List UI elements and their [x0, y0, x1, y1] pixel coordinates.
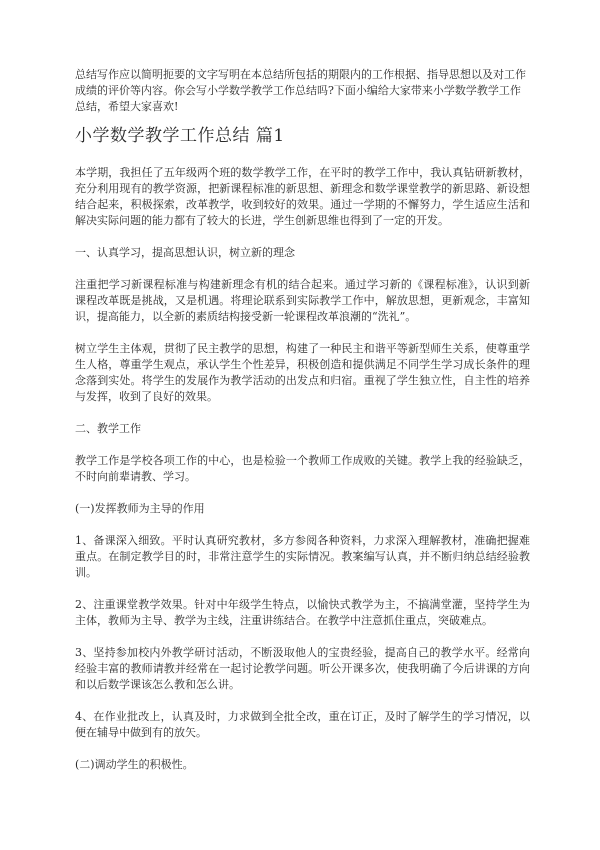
paragraph-teaching-work: 教学工作是学校各项工作的中心，也是检验一个教师工作成败的关键。教学上我的经验缺乏，不时向前辈请教、学习。 — [75, 454, 530, 483]
paragraph-overview: 本学期，我担任了五年级两个班的数学教学工作，在平时的教学工作中，我认真钻研新教材，充分利用现有的教学资源，把新课程标准的新思想、新理念和数学课堂教学的新思路、新设想结合起来，积极探索，改革教学，收到较好的效果。通过一学期的不懈努力，学生适应生活和解决实际问题的能力都有了较大的长进，学生创新思维也得到了一定的开发。 — [75, 166, 530, 227]
paragraph-new-standards: 注重把学习新课程标准与构建新理念有机的结合起来。通过学习新的《课程标准》，认识到新课程改革既是挑战，又是机遇。将理论联系到实际教学工作中，解放思想，更新观念，丰富知识，提高能力，以全新的素质结构接受新一轮课程改革浪潮的“洗礼”。 — [75, 278, 530, 323]
intro-paragraph: 总结写作应以简明扼要的文字写明在本总结所包括的期限内的工作根据、指导思想以及对工作成绩的评价等内容。你会写小学数学教学工作总结吗?下面小编给大家带来小学数学教学工作总结，希望大家喜欢! — [75, 68, 526, 113]
paragraph-item-1: 1、备课深入细致。平时认真研究教材，多方参阅各种资料，力求深入理解教材，准确把握难重点。在制定教学目的时，非常注意学生的实际情况。教案编写认真，并不断归纳总结经验教训。 — [75, 534, 530, 579]
document-title: 小学数学教学工作总结 篇1 — [75, 126, 285, 146]
document-page — [75, 67, 530, 789]
subsection-heading-2: (二)调动学生的积极性。 — [75, 758, 194, 771]
paragraph-item-4: 4、在作业批改上，认真及时，力求做到全批全改，重在订正，及时了解学生的学习情况，以便在辅导中做到有的放矢。 — [75, 710, 530, 739]
paragraph-item-2: 2、注重课堂教学效果。针对中年级学生特点，以愉快式教学为主，不搞满堂灌，坚持学生为主体，教师为主导、教学为主线，注重讲练结合。在教学中注意抓住重点，突破难点。 — [75, 598, 530, 627]
paragraph-student-centered: 树立学生主体观，贯彻了民主教学的思想，构建了一种民主和谐平等新型师生关系，使尊重学生人格，尊重学生观点，承认学生个性差异，积极创造和提供满足不同学生学习成长条件的理念落到实处。将学生的发展作为教学活动的出发点和归宿。重视了学生独立性，自主性的培养与发挥，收到了良好的效果。 — [75, 342, 530, 403]
section-heading-2: 二、教学工作 — [75, 422, 141, 435]
paragraph-item-3: 3、坚持参加校内外教学研讨活动，不断汲取他人的宝贵经验，提高自己的教学水平。经常向经验丰富的教师请教并经常在一起讨论教学问题。听公开课多次，使我明确了今后讲课的方向和以后数学课该怎么教和怎么讲。 — [75, 646, 530, 691]
subsection-heading-1: (一)发挥教师为主导的作用 — [75, 502, 205, 515]
section-heading-1: 一、认真学习，提高思想认识，树立新的理念 — [75, 246, 295, 259]
